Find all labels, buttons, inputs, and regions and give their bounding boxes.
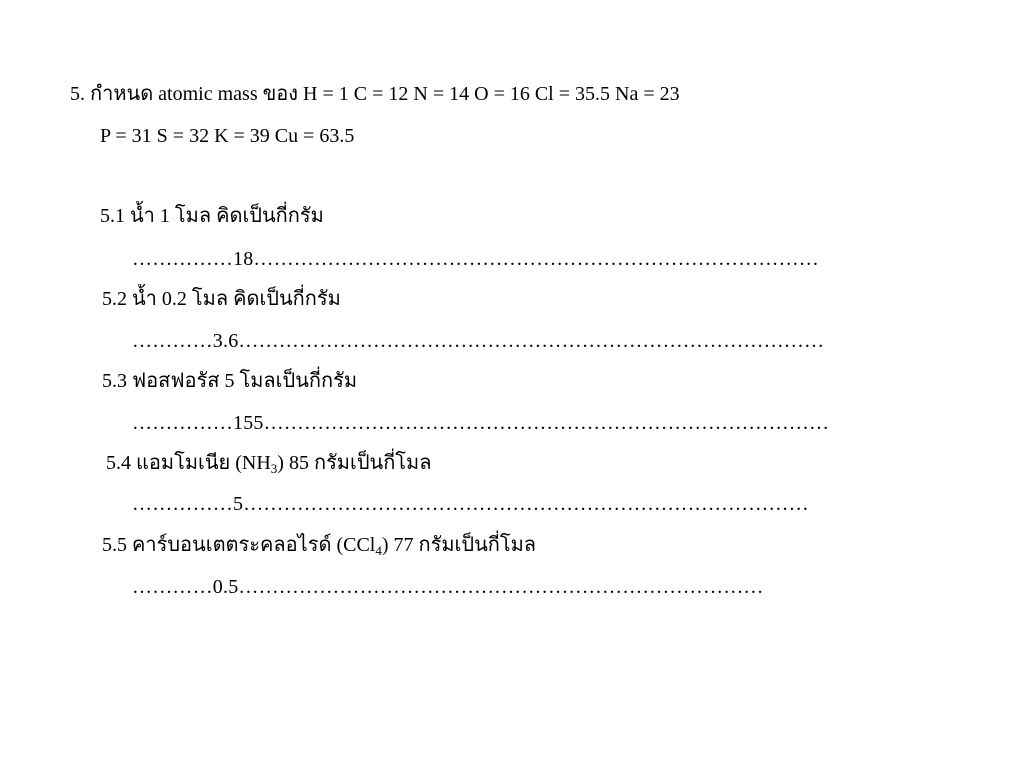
answer-5-2: …………3.6…………………………………………………………………………… xyxy=(132,330,825,352)
atomic-mass-line-1: 5. กำหนด atomic mass ของ H = 1 C = 12 N = 14 O = 16 Cl = 35.5 Na = 23 xyxy=(70,83,680,105)
answer-5-4: ……………5………………………………………………………………………… xyxy=(132,493,809,515)
question-5-3: 5.3 ฟอสฟอรัส 5 โมลเป็นกี่กรัม xyxy=(102,370,358,392)
atomic-mass-line-2: P = 31 S = 32 K = 39 Cu = 63.5 xyxy=(100,125,355,147)
answer-5-1: ……………18………………………………………………………………………… xyxy=(132,248,819,270)
question-5-5-text: 5.5 คาร์บอนเตตระคลอไรด์ (CCl xyxy=(102,534,376,556)
question-5-2: 5.2 น้ำ 0.2 โมล คิดเป็นกี่กรัม xyxy=(102,288,341,310)
question-5-1: 5.1 น้ำ 1 โมล คิดเป็นกี่กรัม xyxy=(100,205,324,227)
question-5-4-text-end: ) 85 กรัมเป็นกี่โมล xyxy=(277,452,432,474)
question-5-4 xyxy=(106,451,432,475)
question-5-5 xyxy=(102,533,536,557)
answer-5-3: ……………155………………………………………………………………………… xyxy=(132,412,830,434)
question-5-5-subscript: 4 xyxy=(375,543,382,558)
question-5-4-text: 5.4 แอมโมเนีย (NH xyxy=(106,452,271,474)
question-5-4-subscript: 3 xyxy=(270,461,278,476)
question-5-5-text-end: ) 77 กรัมเป็นกี่โมล xyxy=(381,534,537,556)
answer-5-5: …………0.5…………………………………………………………………… xyxy=(132,576,764,598)
